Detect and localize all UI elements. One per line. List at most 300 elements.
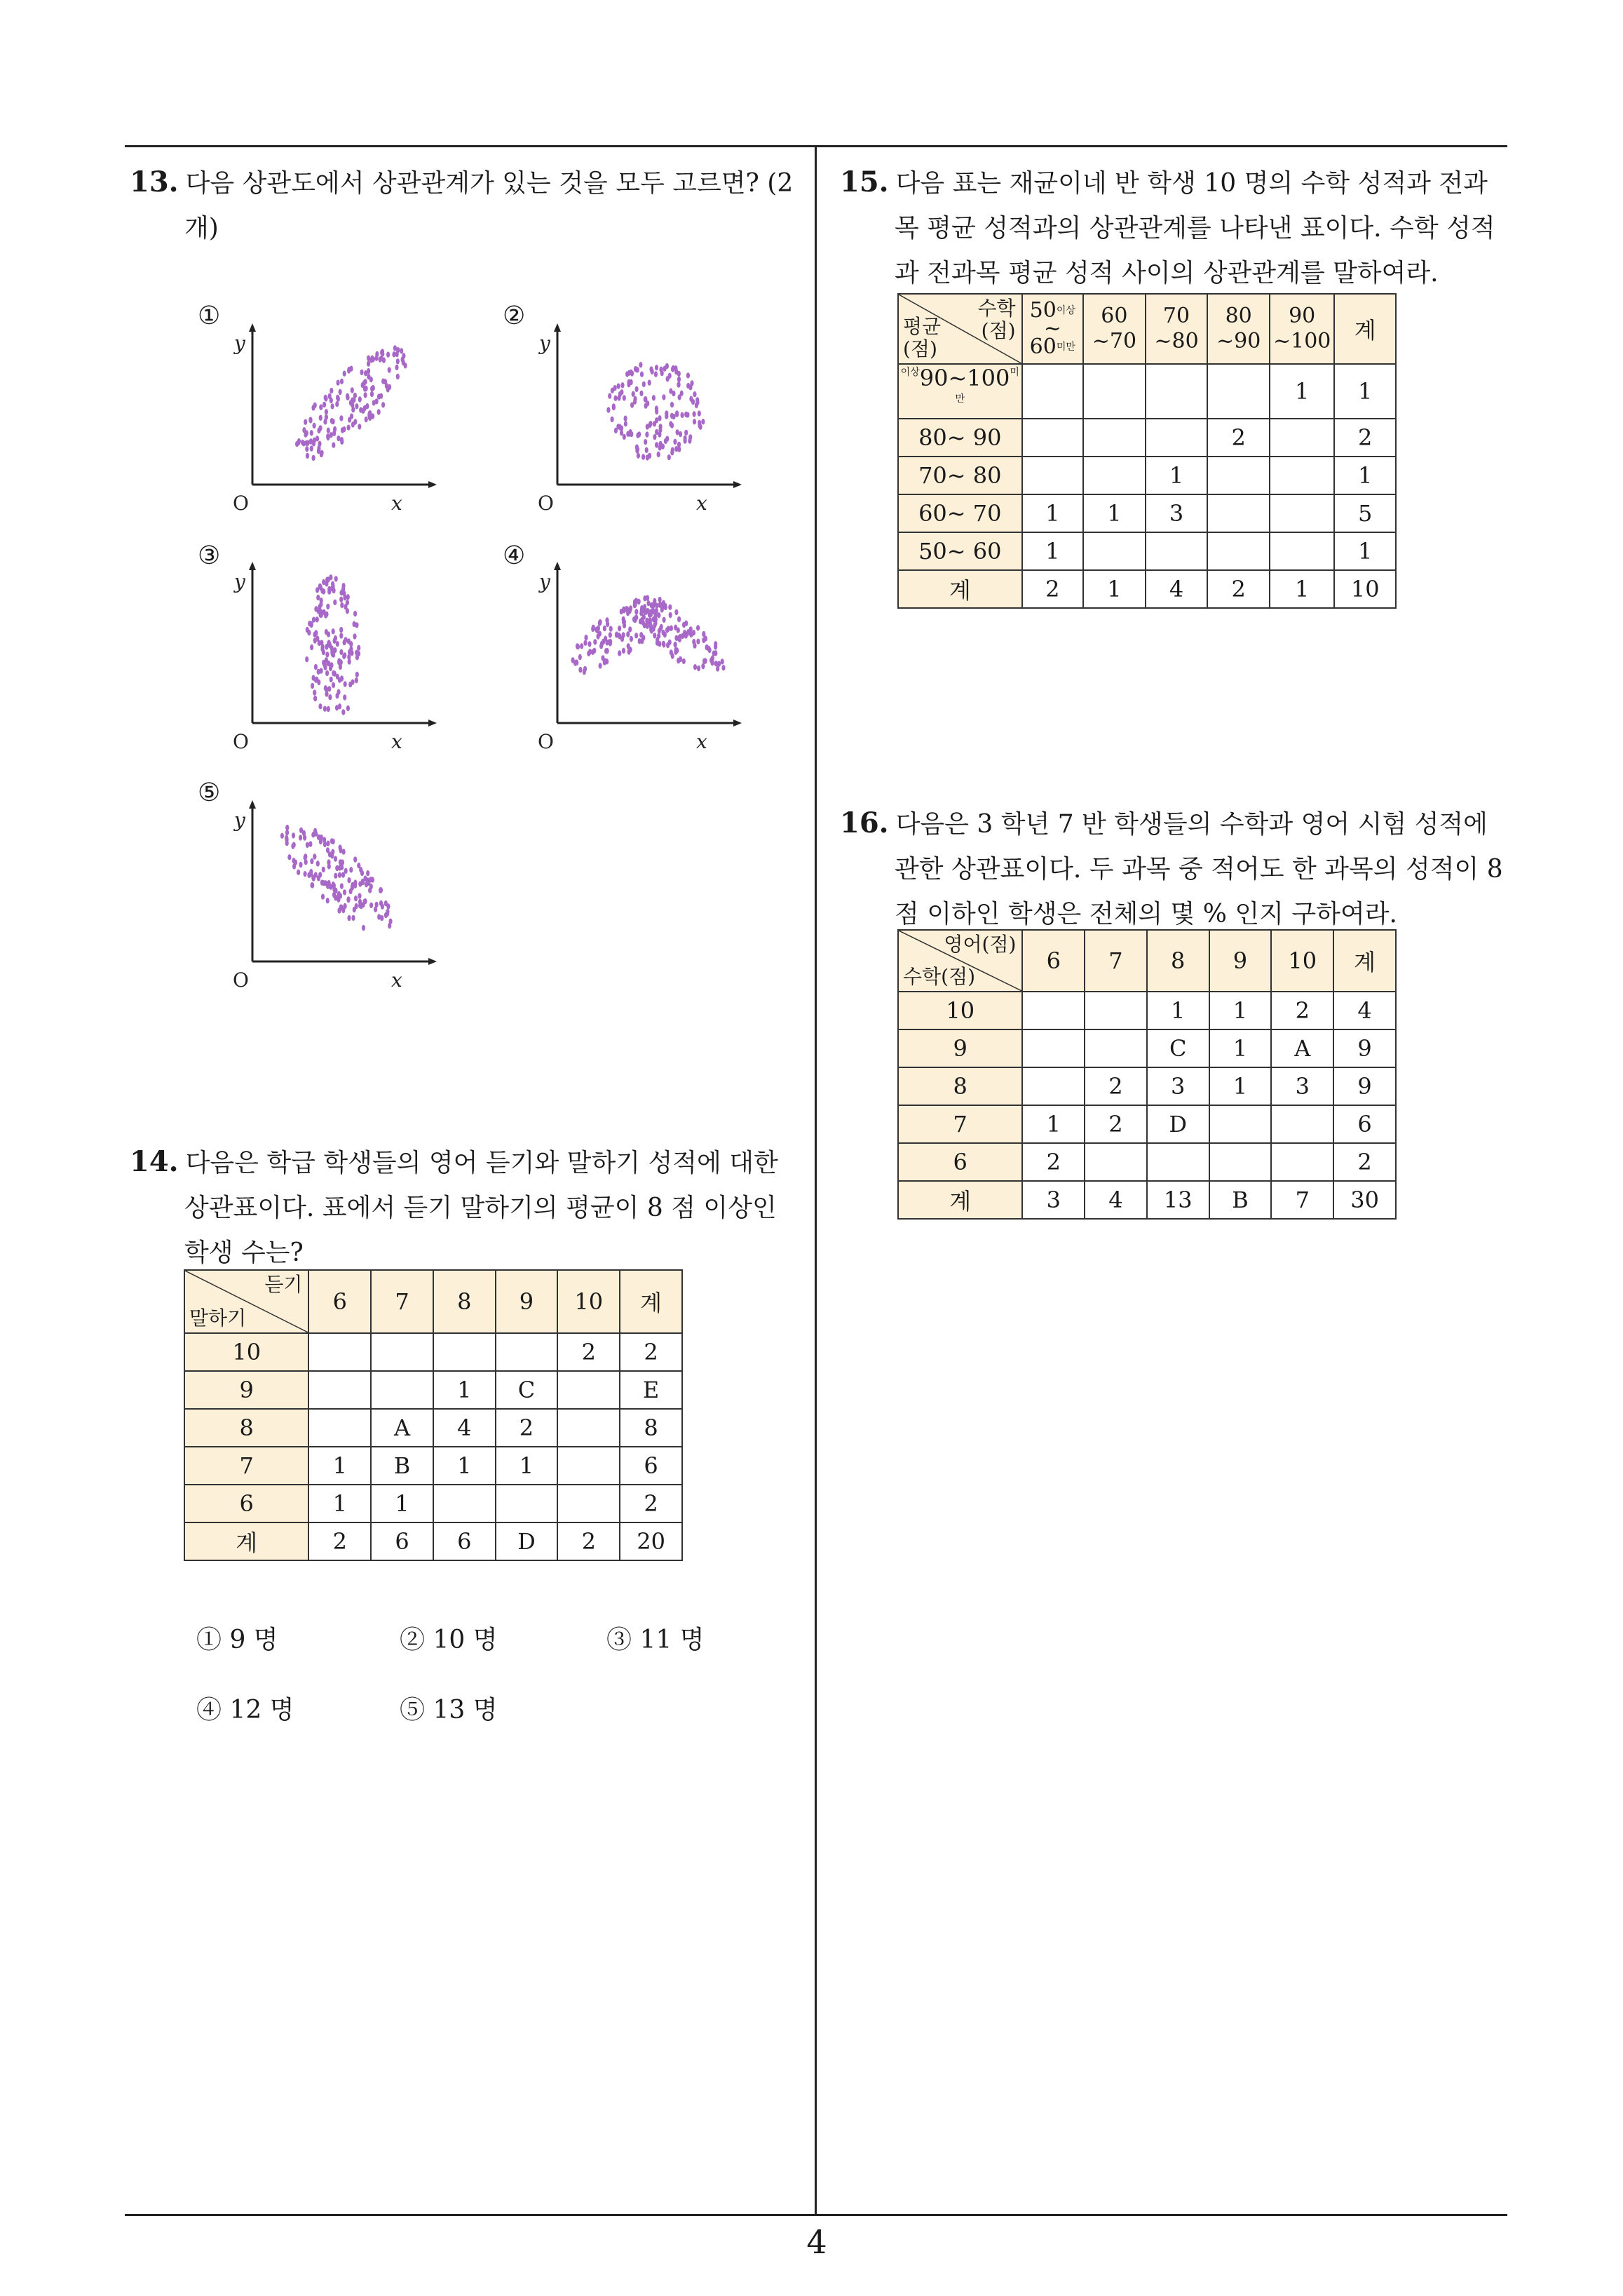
scatter-dot — [340, 602, 344, 608]
scatter-dot — [364, 379, 367, 384]
scatter-dot — [315, 435, 319, 441]
scatter-dot — [662, 394, 665, 400]
cell — [1022, 457, 1084, 494]
scatter-dot — [622, 616, 625, 622]
table-row — [898, 419, 1396, 457]
scatter-dot — [639, 362, 642, 367]
cell — [1209, 1105, 1272, 1143]
scatter-dot — [308, 841, 312, 846]
table-corner — [898, 930, 1022, 992]
scatter-dot — [305, 446, 308, 452]
choice-1[interactable]: ① 9 명 — [196, 1626, 278, 1654]
scatter-dot — [334, 856, 337, 862]
scatter-dot — [677, 446, 681, 452]
col-header: 10 — [557, 1270, 620, 1333]
scatter-dot — [637, 453, 640, 459]
cell — [1207, 457, 1270, 494]
scatter-dot — [593, 639, 597, 644]
scatter-dot — [318, 425, 322, 431]
scatter-dot — [351, 387, 354, 393]
scatter-dot — [684, 430, 688, 435]
scatter-dot — [320, 879, 324, 885]
scatter-dot — [588, 649, 592, 654]
scatter-dot — [371, 413, 374, 419]
scatter-dot — [617, 384, 620, 389]
cell: 2 — [1333, 1143, 1396, 1181]
scatter-dot — [326, 604, 330, 609]
scatter-dot — [632, 391, 635, 397]
scatter-dot — [374, 907, 377, 912]
scatter-dot — [335, 401, 339, 407]
scatter-dot — [299, 835, 302, 840]
table-row — [898, 1143, 1396, 1181]
scatter-dot — [608, 393, 611, 399]
row-header: 10 — [184, 1333, 308, 1371]
cell: 1 — [433, 1371, 496, 1409]
scatter-dot — [655, 608, 658, 614]
scatter-dot — [360, 870, 364, 876]
scatter-dot — [634, 614, 638, 620]
row-header: 60~ 70 — [898, 494, 1022, 532]
scatter-dot — [339, 627, 343, 633]
scatter-dot — [677, 628, 680, 633]
cell — [1083, 419, 1146, 457]
scatter-dot — [714, 661, 718, 666]
scatter-dot — [347, 638, 351, 644]
scatter-dot — [638, 638, 641, 644]
scatter-dot — [348, 682, 352, 687]
corner-bottom-label: 말하기 — [189, 1306, 247, 1330]
scatter-dot — [327, 661, 330, 666]
scatter-dot — [343, 694, 346, 700]
cell: 2 — [1022, 1143, 1085, 1181]
cell: 20 — [620, 1522, 682, 1560]
scatter-dot — [340, 883, 344, 889]
scatter-dot — [676, 429, 679, 435]
scatter-dot — [346, 594, 350, 600]
bottom-rule — [125, 2214, 1507, 2216]
scatter-dot — [656, 637, 659, 642]
scatter-dot — [311, 405, 315, 410]
scatter-dot — [299, 862, 302, 867]
scatter-dot — [658, 602, 662, 608]
scatter-dot — [347, 654, 351, 660]
cell — [1270, 494, 1334, 532]
cell — [1207, 494, 1270, 532]
scatter-dot — [314, 872, 318, 877]
corner-top-label: 수학 — [977, 297, 1016, 320]
scatter-dot — [680, 391, 684, 396]
scatter-dot — [310, 621, 313, 627]
scatter-dot — [325, 651, 329, 657]
corner-bottom-label: 평균 — [903, 315, 942, 338]
plot-label-3: ③ — [198, 541, 221, 570]
question-text: 다음은 3 학년 7 반 학생들의 수학과 영어 시험 성적에 관한 상관표이다. 두 과목 중 적어도 한 과목의 성적이 8 점 이하인 학생은 전체의 몇 % 인지 구하여라. — [895, 810, 1503, 928]
scatter-dot — [645, 431, 648, 437]
scatter-dot — [367, 360, 370, 366]
scatter-dot — [645, 447, 648, 453]
scatter-dot — [650, 609, 653, 614]
scatter-dot — [347, 915, 351, 921]
scatter-dot — [367, 412, 371, 418]
scatter-dot — [653, 434, 656, 440]
scatter-dot — [334, 895, 337, 900]
scatter-dot — [327, 859, 330, 865]
scatter-dot — [310, 430, 313, 435]
scatter-dot — [365, 417, 368, 422]
table-row — [898, 364, 1396, 419]
scatter-dot — [342, 590, 346, 596]
y-axis-label: y — [234, 332, 245, 355]
scatter-dot — [340, 437, 344, 443]
row-header: 9 — [184, 1371, 308, 1409]
scatter-dot — [292, 832, 295, 838]
scatter-dot — [623, 623, 626, 628]
scatter-dot — [287, 854, 291, 860]
scatter-dot — [641, 635, 645, 640]
cell — [308, 1371, 371, 1409]
scatter-dot — [588, 641, 591, 647]
col-header: $50^{이상}$ ~ $60^{미만}$ — [1022, 294, 1084, 364]
cell: 6 — [620, 1447, 682, 1485]
scatter-dot — [611, 417, 614, 422]
cell — [1146, 532, 1208, 570]
scatter-dot — [400, 348, 403, 353]
question-text: 다음 표는 재균이네 반 학생 10 명의 수학 성적과 전과목 평균 성적과의 상관관계를 나타낸 표이다. 수학 성적과 전과목 평균 성적 사이의 상관관계를 말하여라. — [895, 169, 1495, 288]
scatter-dot — [332, 628, 335, 634]
scatter-dot — [627, 643, 630, 649]
scatter-dot — [644, 439, 647, 445]
col-header: 계 — [620, 1270, 682, 1333]
scatter-dot — [627, 370, 631, 376]
scatter-dot — [320, 597, 323, 603]
scatter-dot — [609, 640, 612, 646]
cell — [1085, 1143, 1147, 1181]
scatter-dot — [634, 633, 638, 638]
scatter-dot — [351, 915, 355, 921]
table-row — [898, 457, 1396, 494]
scatter-dot — [342, 849, 346, 854]
scatter-dot — [629, 605, 632, 611]
table-row — [898, 992, 1396, 1029]
scatter-dot — [377, 393, 381, 399]
cell — [557, 1371, 620, 1409]
scatter-dot — [677, 616, 681, 622]
table-row — [898, 1105, 1396, 1143]
scatter-dot — [333, 600, 337, 605]
scatter-dot — [612, 403, 616, 409]
scatter-dot — [347, 367, 351, 373]
scatter-dot — [626, 631, 630, 637]
scatter-dot — [299, 828, 303, 833]
scatter-dot — [359, 407, 362, 413]
table-row — [184, 1447, 682, 1485]
scatter-dot — [670, 649, 673, 655]
origin-label: O — [233, 492, 249, 515]
scatter-dot — [670, 626, 673, 631]
scatter-dot — [644, 396, 647, 402]
scatter-dot — [343, 652, 346, 658]
scatter-dot — [620, 426, 623, 431]
scatter-dot — [316, 595, 320, 600]
choice-3[interactable]: ③ 11 명 — [606, 1626, 705, 1654]
cell: 1 — [371, 1485, 433, 1522]
scatter-dot — [322, 662, 326, 668]
scatter-dot — [347, 877, 351, 883]
question-number: 13. — [130, 166, 179, 198]
question-number: 14. — [130, 1145, 179, 1178]
cell — [1083, 532, 1146, 570]
scatter-dot — [372, 356, 375, 362]
table-row — [898, 1181, 1396, 1219]
scatter-dot — [698, 410, 701, 416]
scatter-dot — [294, 860, 297, 865]
scatter-dot — [630, 636, 633, 642]
col-header: 90 ~100 — [1270, 294, 1334, 364]
scatter-dot — [675, 647, 679, 653]
scatter-dot — [311, 882, 314, 888]
scatter-dot — [648, 617, 652, 623]
cell — [1271, 1105, 1333, 1143]
column-divider — [815, 145, 817, 2214]
scatter-dot — [668, 640, 672, 645]
cell — [1147, 1143, 1209, 1181]
col-header: 60 ~70 — [1083, 294, 1146, 364]
scatter-dot — [353, 879, 357, 885]
scatter-dot — [353, 633, 356, 639]
scatter-dot — [622, 607, 625, 612]
scatter-dot — [721, 665, 725, 670]
scatter-dot — [382, 357, 386, 363]
row-header: 80~ 90 — [898, 419, 1022, 457]
plot-label-5: ⑤ — [198, 778, 221, 807]
scatter-dot — [322, 588, 325, 594]
scatter-dot — [605, 640, 609, 645]
choice-4[interactable]: ④ 12 명 — [196, 1696, 294, 1724]
scatter-dot — [663, 366, 667, 372]
cell: 4 — [433, 1409, 496, 1447]
scatter-dot — [670, 422, 674, 428]
scatter-dot — [322, 402, 326, 407]
x-axis-label: x — [696, 730, 707, 753]
scatter-dot — [338, 703, 341, 709]
scatter-dot — [618, 650, 621, 656]
scatter-dot — [317, 680, 320, 685]
cell — [308, 1333, 371, 1371]
cell — [1146, 419, 1208, 457]
scatter-dot — [320, 640, 323, 645]
cell: 10 — [1334, 570, 1396, 608]
cell — [371, 1371, 433, 1409]
scatter-dot — [707, 646, 710, 651]
scatter-dot — [670, 402, 674, 407]
cell: 1 — [1334, 457, 1396, 494]
scatter-dot — [655, 365, 658, 370]
scatter-dot — [643, 604, 646, 609]
scatter-dot — [324, 396, 327, 401]
cell: 4 — [1085, 1181, 1147, 1219]
scatter-dot — [324, 685, 327, 691]
question-16 — [840, 801, 1509, 937]
cell: A — [1271, 1029, 1333, 1067]
cell: 1 — [1209, 1067, 1272, 1105]
scatter-dot — [297, 870, 300, 875]
x-axis-label: x — [391, 492, 402, 515]
col-header: 7 — [1085, 930, 1147, 992]
scatter-dot — [386, 911, 389, 917]
scatter-dot — [353, 856, 357, 862]
scatter-dot — [604, 659, 607, 664]
scatter-dot — [313, 828, 317, 834]
scatter-dot — [688, 434, 692, 440]
scatter-dot — [682, 622, 686, 628]
scatter-dot — [327, 428, 330, 433]
scatter-dot — [702, 659, 706, 664]
scatter-dot — [396, 358, 400, 364]
cell: 6 — [433, 1522, 496, 1560]
scatter-dot — [592, 648, 596, 654]
scatter-dot — [330, 432, 333, 438]
scatter-dot — [367, 356, 370, 361]
scatter-dot — [648, 421, 652, 426]
cell: 1 — [1022, 494, 1084, 532]
scatter-dot — [310, 445, 313, 451]
scatter-dot — [327, 706, 330, 712]
scatter-dot — [630, 402, 634, 407]
plot-label-2: ② — [503, 302, 526, 330]
table-row — [898, 1029, 1396, 1067]
scatter-dot — [339, 649, 343, 655]
scatter-dot — [615, 632, 618, 637]
cell: 1 — [1083, 570, 1146, 608]
scatter-dot — [317, 669, 320, 675]
scatter-dot — [372, 385, 375, 391]
scatter-dot — [668, 373, 672, 379]
scatter-dot — [313, 696, 317, 701]
scatter-dot — [313, 690, 316, 696]
scatter-dot — [347, 425, 351, 431]
scatter-dot — [675, 410, 679, 416]
cell: 5 — [1334, 494, 1396, 532]
scatter-dot — [334, 873, 337, 879]
scatter-dot — [319, 405, 322, 410]
cell: 1 — [1083, 494, 1146, 532]
scatter-dot — [381, 402, 385, 407]
question-text: 다음은 학급 학생들의 영어 듣기와 말하기 성적에 대한 상관표이다. 표에서 듣기 말하기의 평균이 8 점 이상인 학생 수는? — [184, 1149, 778, 1267]
scatter-plot-5 — [231, 796, 442, 992]
scatter-dot — [320, 646, 324, 651]
scatter-dot — [322, 867, 325, 872]
choice-5[interactable]: ⑤ 13 명 — [400, 1696, 498, 1724]
scatter-dot — [583, 640, 587, 646]
cell — [1083, 364, 1146, 419]
scatter-dot — [337, 396, 340, 402]
scatter-dot — [339, 389, 342, 395]
scatter-dot — [334, 576, 338, 581]
scatter-dot — [395, 365, 398, 370]
scatter-dot — [379, 887, 383, 893]
scatter-dot — [634, 367, 638, 372]
row-header: 7 — [184, 1447, 308, 1485]
cell: 1 — [496, 1447, 558, 1485]
cell: 30 — [1333, 1181, 1396, 1219]
cell — [1270, 419, 1334, 457]
scatter-dot — [690, 380, 693, 386]
scatter-dot — [696, 639, 700, 644]
cell — [308, 1409, 371, 1447]
scatter-dot — [358, 424, 361, 429]
scatter-dot — [319, 839, 322, 844]
col-header: 계 — [1334, 294, 1396, 364]
scatter-dot — [657, 452, 660, 457]
y-axis-label: y — [539, 570, 550, 593]
scatter-dot — [336, 641, 339, 647]
scatter-dot — [592, 625, 595, 630]
scatter-dot — [655, 405, 658, 411]
scatter-dot — [377, 409, 381, 414]
scatter-dot — [323, 706, 327, 712]
cell — [371, 1333, 433, 1371]
table-row — [184, 1371, 682, 1409]
scatter-dot — [652, 395, 656, 400]
cell: 4 — [1146, 570, 1208, 608]
scatter-dot — [380, 915, 383, 921]
cell: 9 — [1333, 1029, 1396, 1067]
row-header: 10 — [898, 992, 1022, 1029]
cell: D — [1147, 1105, 1209, 1143]
scatter-dot — [686, 412, 689, 417]
scatter-dot — [595, 628, 599, 633]
scatter-dot — [622, 632, 625, 637]
scatter-dot — [659, 424, 663, 429]
table-corner — [184, 1270, 308, 1333]
scatter-dot — [669, 612, 672, 618]
scatter-dot — [352, 397, 355, 403]
scatter-dot — [583, 669, 586, 675]
scatter-dot — [304, 432, 308, 438]
cell — [496, 1333, 558, 1371]
cell — [1207, 364, 1270, 419]
scatter-dot — [600, 641, 604, 647]
scatter-dot — [339, 633, 343, 638]
corner-top-unit: (점) — [981, 319, 1016, 342]
scatter-dot — [665, 627, 669, 633]
table-row — [184, 1333, 682, 1371]
cell: 1 — [1147, 992, 1209, 1029]
scatter-dot — [575, 659, 578, 665]
scatter-dot — [580, 643, 583, 649]
scatter-dot — [628, 626, 632, 632]
choice-2[interactable]: ② 10 명 — [400, 1626, 498, 1654]
scatter-dot — [693, 643, 696, 649]
scatter-dot — [643, 595, 646, 601]
scatter-dot — [318, 583, 322, 589]
scatter-dot — [630, 431, 633, 437]
scatter-dot — [364, 392, 367, 398]
question-number: 15. — [840, 166, 889, 198]
scatter-dot — [348, 417, 351, 422]
scatter-dot — [343, 889, 346, 895]
cell: 2 — [1207, 419, 1270, 457]
scatter-dot — [386, 352, 390, 358]
scatter-dot — [664, 438, 667, 444]
scatter-dot — [355, 672, 359, 677]
cell: 1 — [1022, 532, 1084, 570]
scatter-dot — [319, 415, 322, 421]
table-row — [184, 1409, 682, 1447]
correlation-table-14 — [184, 1269, 683, 1561]
scatter-dot — [644, 609, 647, 614]
